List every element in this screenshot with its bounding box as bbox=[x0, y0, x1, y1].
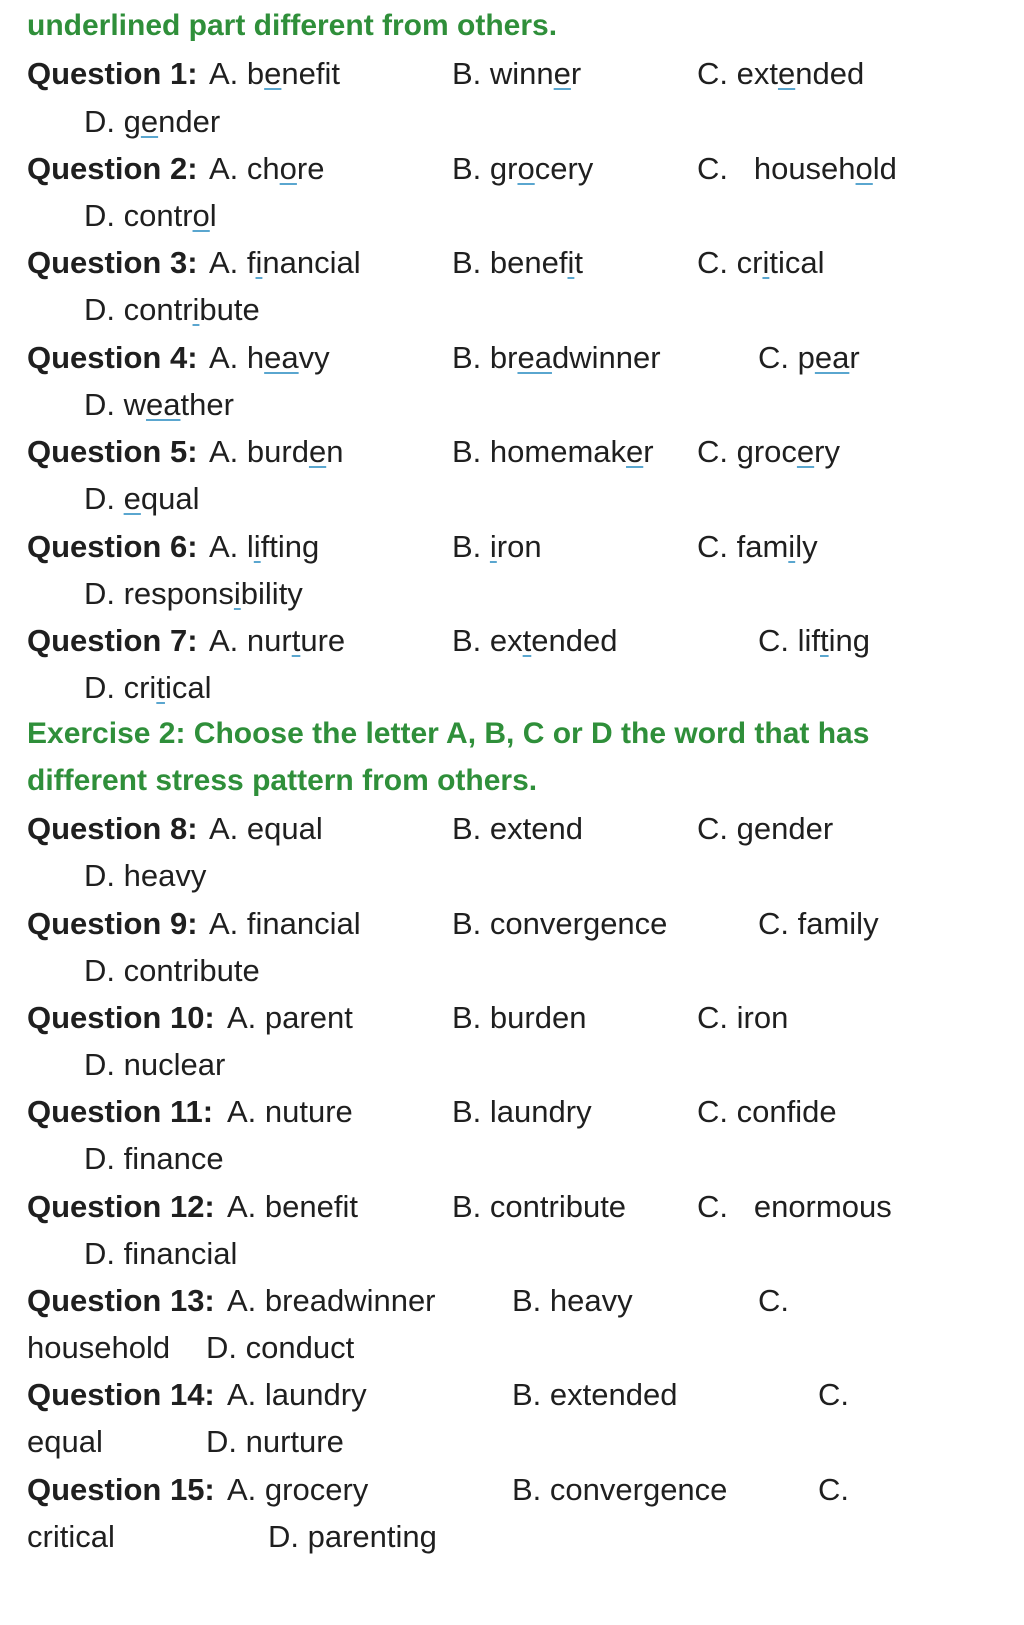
q15-option-c-continued: critical bbox=[27, 1519, 115, 1554]
q10-option-b: B. burden bbox=[452, 1000, 587, 1035]
q15-option-d: D. parenting bbox=[268, 1519, 437, 1554]
q8-option-c: C. gender bbox=[697, 811, 834, 846]
q15-option-c: C. bbox=[818, 1472, 849, 1507]
q6-option-d: D. responsibility bbox=[84, 576, 303, 611]
question-5-label: Question 5: bbox=[27, 434, 198, 469]
q9-option-d: D. contribute bbox=[84, 953, 260, 988]
q11-option-a: A. nuture bbox=[227, 1094, 353, 1129]
q13-option-b: B. heavy bbox=[512, 1283, 633, 1318]
q3-option-b: B. benefit bbox=[452, 245, 583, 280]
question-1-label: Question 1: bbox=[27, 56, 198, 91]
question-6-label: Question 6: bbox=[27, 529, 198, 564]
q14-option-c-continued: equal bbox=[27, 1424, 103, 1459]
question-13-label: Question 13: bbox=[27, 1283, 215, 1318]
q4-option-b: B. breadwinner bbox=[452, 340, 661, 375]
q1-option-d: D. gender bbox=[84, 104, 221, 139]
question-2-label: Question 2: bbox=[27, 151, 198, 186]
q10-option-c: C. iron bbox=[697, 1000, 789, 1035]
q13-option-a: A. breadwinner bbox=[227, 1283, 436, 1318]
q5-option-b: B. homemaker bbox=[452, 434, 654, 469]
q13-option-c-continued: household bbox=[27, 1330, 171, 1365]
q12-option-c: C. enormous bbox=[697, 1189, 892, 1224]
question-12-label: Question 12: bbox=[27, 1189, 215, 1224]
q11-option-b: B. laundry bbox=[452, 1094, 592, 1129]
q13-option-d: D. conduct bbox=[206, 1330, 355, 1365]
question-14-label: Question 14: bbox=[27, 1377, 215, 1412]
q7-option-c: C. lifting bbox=[758, 623, 870, 658]
q2-option-d: D. control bbox=[84, 198, 217, 233]
q6-option-c: C. family bbox=[697, 529, 818, 564]
q10-option-a: A. parent bbox=[227, 1000, 353, 1035]
q7-option-b: B. extended bbox=[452, 623, 618, 658]
q9-option-c: C. family bbox=[758, 906, 879, 941]
q11-option-d: D. finance bbox=[84, 1141, 224, 1176]
q9-option-b: B. convergence bbox=[452, 906, 668, 941]
q10-option-d: D. nuclear bbox=[84, 1047, 226, 1082]
q14-option-d: D. nurture bbox=[206, 1424, 344, 1459]
q15-option-b: B. convergence bbox=[512, 1472, 728, 1507]
q11-option-c: C. confide bbox=[697, 1094, 837, 1129]
q4-option-c: C. pear bbox=[758, 340, 860, 375]
q8-option-d: D. heavy bbox=[84, 858, 207, 893]
q12-option-d: D. financial bbox=[84, 1236, 238, 1271]
q6-option-b: B. iron bbox=[452, 529, 542, 564]
q2-option-b: B. grocery bbox=[452, 151, 594, 186]
q9-option-a: A. financial bbox=[209, 906, 361, 941]
exercise-1-heading: underlined part different from others. bbox=[27, 9, 558, 42]
q3-option-d: D. contribute bbox=[84, 292, 260, 327]
question-4-label: Question 4: bbox=[27, 340, 198, 375]
q12-option-b: B. contribute bbox=[452, 1189, 627, 1224]
question-15-label: Question 15: bbox=[27, 1472, 215, 1507]
q7-option-a: A. nurture bbox=[209, 623, 346, 658]
q3-option-c: C. critical bbox=[697, 245, 825, 280]
question-10-label: Question 10: bbox=[27, 1000, 215, 1035]
q8-option-b: B. extend bbox=[452, 811, 583, 846]
q13-option-c: C. bbox=[758, 1283, 789, 1318]
q14-option-c: C. bbox=[818, 1377, 849, 1412]
q2-option-a: A. chore bbox=[209, 151, 325, 186]
q4-option-a: A. heavy bbox=[209, 340, 330, 375]
q8-option-a: A. equal bbox=[209, 811, 323, 846]
q6-option-a: A. lifting bbox=[209, 529, 320, 564]
q12-option-a: A. benefit bbox=[227, 1189, 358, 1224]
q15-option-a: A. grocery bbox=[227, 1472, 369, 1507]
q14-option-a: A. laundry bbox=[227, 1377, 367, 1412]
exercise-2-heading-line-2: different stress pattern from others. bbox=[27, 764, 538, 797]
q1-option-a: A. benefit bbox=[209, 56, 341, 91]
q4-option-d: D. weather bbox=[84, 387, 234, 422]
q1-option-b: B. winner bbox=[452, 56, 582, 91]
q1-option-c: C. extended bbox=[697, 56, 865, 91]
q7-option-d: D. critical bbox=[84, 670, 212, 705]
q2-option-c: C. household bbox=[697, 151, 897, 186]
question-8-label: Question 8: bbox=[27, 811, 198, 846]
q5-option-a: A. burden bbox=[209, 434, 344, 469]
question-3-label: Question 3: bbox=[27, 245, 198, 280]
q5-option-d: D. equal bbox=[84, 481, 200, 516]
question-9-label: Question 9: bbox=[27, 906, 198, 941]
question-11-label: Question 11: bbox=[27, 1094, 214, 1129]
question-7-label: Question 7: bbox=[27, 623, 198, 658]
q14-option-b: B. extended bbox=[512, 1377, 678, 1412]
q3-option-a: A. financial bbox=[209, 245, 361, 280]
q5-option-c: C. grocery bbox=[697, 434, 840, 469]
exercise-2-heading-line-1: Exercise 2: Choose the letter A, B, C or D the word that has bbox=[27, 717, 870, 750]
